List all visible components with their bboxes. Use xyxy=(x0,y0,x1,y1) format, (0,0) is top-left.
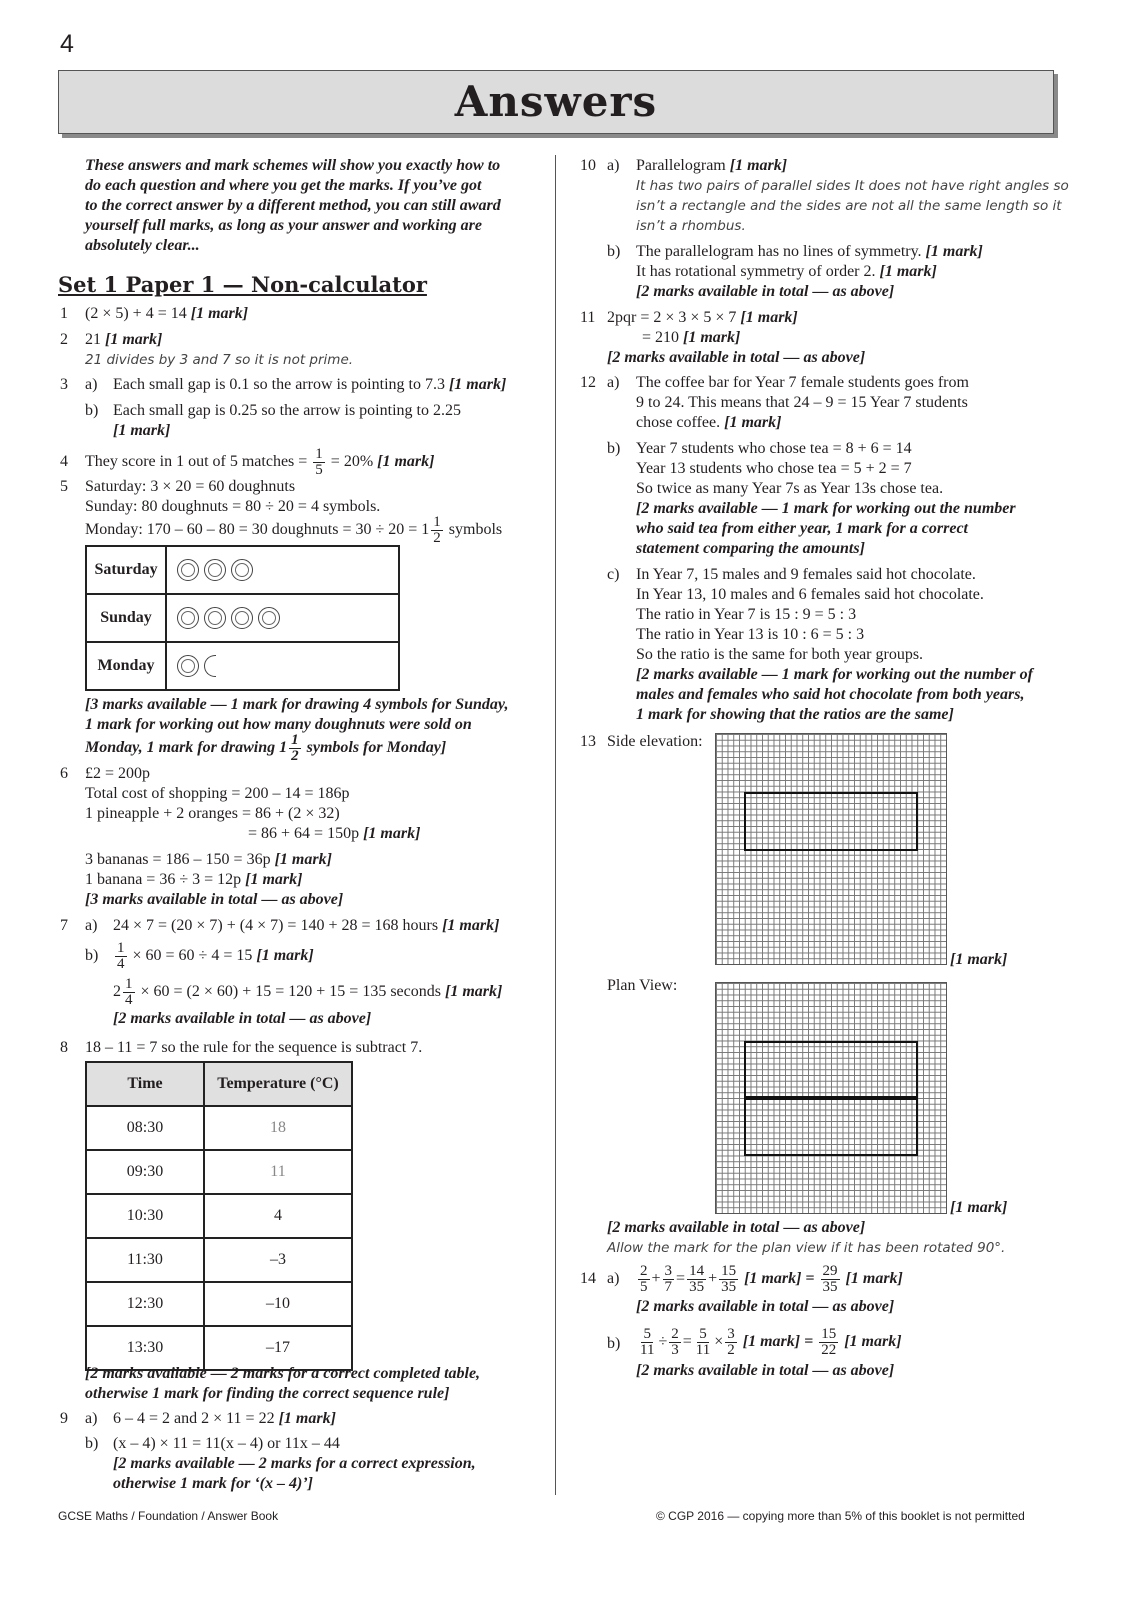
fraction: $\frac{5}{11}$ xyxy=(695,1325,711,1358)
plan-view-label: Plan View: xyxy=(607,977,678,994)
mark-label: [1 mark] xyxy=(256,947,314,964)
answer-text: chose coffee. xyxy=(636,414,721,431)
answer-text: The coffee bar for Year 7 female students goes from xyxy=(636,374,969,391)
time-cell: 10:30 xyxy=(86,1194,204,1238)
answer-text: Each small gap is 0.25 so the arrow is pointing to 2.25 xyxy=(113,402,461,419)
intro-line: absolutely clear... xyxy=(85,237,200,254)
table-row xyxy=(86,642,399,690)
question-number: 11 xyxy=(580,309,596,326)
part-label: b) xyxy=(607,1335,621,1352)
column-header: Time xyxy=(86,1062,204,1106)
symbol-cell xyxy=(166,594,399,642)
answer-q1 xyxy=(85,304,248,324)
answer-text: So the ratio is the same for both year groups. xyxy=(636,646,924,663)
time-cell: 12:30 xyxy=(86,1282,204,1326)
answer-text: Parallelogram xyxy=(636,157,726,174)
answer-text: (2 × 5) + 4 = 14 xyxy=(85,305,187,322)
doughnut-icon xyxy=(177,559,199,581)
mark-scheme: [2 marks available — 2 marks for a correct expression, xyxy=(113,1455,476,1472)
doughnut-icon xyxy=(231,607,253,629)
table-row xyxy=(86,1106,352,1150)
mark-scheme: [3 marks available in total — as above] xyxy=(85,891,344,908)
mark-label: [1 mark] xyxy=(844,1333,902,1350)
fraction: $\frac{3}{2}$ xyxy=(727,1325,735,1358)
question-number: 13 xyxy=(580,733,596,750)
answer-text: 3 bananas = 186 – 150 = 36p xyxy=(85,851,271,868)
side-elevation-label: Side elevation: xyxy=(607,733,703,750)
temp-cell: –10 xyxy=(204,1282,352,1326)
part-label: a) xyxy=(85,1410,98,1427)
answer-q2 xyxy=(85,330,162,350)
page-title: Answers xyxy=(454,77,658,126)
mark-scheme: [2 marks available in total — as above] xyxy=(607,1219,866,1236)
question-number: 6 xyxy=(60,765,68,782)
answer-line: $\frac{1}{4}$ × 60 = 60 ÷ 4 = 15 [1 mark] xyxy=(117,939,314,972)
answer-text: 9 to 24. This means that 24 – 9 = 15 Year 7 students xyxy=(636,394,968,411)
mark-scheme: Monday, 1 mark for drawing 1 $\frac{1}{2}$ symbols for Monday] xyxy=(85,731,447,764)
answer-text: = 86 + 64 = 150p xyxy=(248,825,360,842)
answer-note: 21 divides by 3 and 7 so it is not prime. xyxy=(85,352,354,368)
time-cell: 11:30 xyxy=(86,1238,204,1282)
plan-view-grid xyxy=(715,982,947,1214)
table-row xyxy=(86,1194,352,1238)
mark-label: [1 mark] xyxy=(444,983,503,1000)
answer-note: Allow the mark for the plan view if it has been rotated 90°. xyxy=(607,1240,1006,1256)
fraction: $\frac{1}{5}$ xyxy=(315,445,323,478)
mark-label: [1 mark] xyxy=(740,309,798,326)
answer-text: So twice as many Year 7s as Year 13s chose tea. xyxy=(636,480,944,497)
doughnut-icon xyxy=(204,559,226,581)
part-label: a) xyxy=(607,374,620,391)
answer-line xyxy=(642,328,740,348)
answer-line xyxy=(113,916,499,936)
temp-cell: 18 xyxy=(204,1106,352,1150)
part-label: b) xyxy=(85,1435,99,1452)
part-label: b) xyxy=(607,243,621,260)
answer-line xyxy=(113,1409,336,1429)
doughnut-icon xyxy=(258,607,280,629)
day-label: Sunday xyxy=(86,594,166,642)
mark-label: [1 mark] xyxy=(274,851,332,868)
column-divider xyxy=(555,155,556,1495)
doughnut-icon xyxy=(177,655,199,677)
symbol-cell xyxy=(166,546,399,594)
fraction: $\frac{2}{3}$ xyxy=(671,1325,679,1358)
mark-scheme: [2 marks available in total — as above] xyxy=(113,1010,372,1027)
mark-scheme: otherwise 1 mark for ‘(x – 4)’] xyxy=(113,1475,313,1492)
fraction: $\frac{5}{11}$ xyxy=(640,1325,655,1358)
fraction: $\frac{1}{4}$ xyxy=(125,975,133,1008)
intro-line: to the correct answer by a different method, you can still award xyxy=(85,197,501,214)
mark-scheme: males and females who said hot chocolate from both years, xyxy=(636,686,1025,703)
answer-line: 2 $\frac{1}{4}$ × 60 = (2 × 60) + 15 = 120 + 15 = 135 seconds [1 mark] xyxy=(113,975,503,1008)
fraction: $\frac{29}{35}$ xyxy=(822,1262,838,1295)
part-label: a) xyxy=(607,157,620,174)
question-number: 12 xyxy=(580,374,596,391)
mark-scheme: [2 marks available in total — as above] xyxy=(636,1362,895,1379)
day-label: Monday xyxy=(86,642,166,690)
answer-text: In Year 13, 10 males and 6 females said hot chocolate. xyxy=(636,586,984,603)
doughnut-icon xyxy=(177,607,199,629)
time-cell: 13:30 xyxy=(86,1326,204,1370)
part-label: a) xyxy=(85,917,98,934)
answer-text: 24 × 7 = (20 × 7) + (4 × 7) = 140 + 28 = 168 hours xyxy=(113,917,439,934)
answer-text: £2 = 200p xyxy=(85,765,151,782)
side-elevation-rectangle xyxy=(744,792,918,851)
fraction: $\frac{15}{35}$ xyxy=(721,1262,737,1295)
answer-text: 1 pineapple + 2 oranges = 86 + (2 × 32) xyxy=(85,805,340,822)
temp-cell: 4 xyxy=(204,1194,352,1238)
mark-scheme: [2 marks available in total — as above] xyxy=(636,283,895,300)
mark-label: [1 mark] = xyxy=(742,1333,814,1350)
table-row xyxy=(86,594,399,642)
answer-line xyxy=(636,156,787,176)
answer-line xyxy=(85,870,302,890)
intro-line: These answers and mark schemes will show you exactly how to xyxy=(85,157,501,174)
answer-text: 18 – 11 = 7 so the rule for the sequence is subtract 7. xyxy=(85,1039,423,1056)
footer-left: GCSE Maths / Foundation / Answer Book xyxy=(58,1509,279,1523)
mark-label: [1 mark] xyxy=(845,1270,903,1287)
answer-text: (x – 4) × 11 = 11(x – 4) or 11x – 44 xyxy=(113,1435,340,1452)
temp-cell: –3 xyxy=(204,1238,352,1282)
column-header: Temperature (°C) xyxy=(204,1062,352,1106)
mark-label: [1 mark] xyxy=(879,263,937,280)
question-number: 3 xyxy=(60,376,68,393)
answer-text: Year 7 students who chose tea = 8 + 6 = 14 xyxy=(636,440,912,457)
answer-text: Year 13 students who chose tea = 5 + 2 = 7 xyxy=(636,460,912,477)
answer-line: $\frac{2}{5}$ + $\frac{3}{7}$ = $\frac{14}{35}$ + $\frac{15}{35}$ [1 mark] = $\frac{29}{35}$ [1 mark] xyxy=(640,1262,903,1295)
table-row xyxy=(86,1282,352,1326)
answer-line xyxy=(636,413,781,433)
answer-line: $\frac{5}{11}$ ÷ $\frac{2}{3}$ = $\frac{5}{11}$ × $\frac{3}{2}$ [1 mark] = $\frac{15}{22}$ [1 mark] xyxy=(640,1325,902,1358)
title-banner xyxy=(58,70,1054,134)
answer-note: It has two pairs of parallel sides It does not have right angles so xyxy=(636,178,1069,194)
fraction: $\frac{1}{2}$ xyxy=(291,731,299,764)
part-label: b) xyxy=(85,402,99,419)
mark-label: [1 mark] xyxy=(683,329,741,346)
question-number: 14 xyxy=(580,1270,596,1287)
table-row xyxy=(86,546,399,594)
mark-label: [1 mark] xyxy=(363,825,421,842)
table-row xyxy=(86,1238,352,1282)
mark-label: [1 mark] xyxy=(925,243,983,260)
answer-note: isn’t a rhombus. xyxy=(636,218,746,234)
mark-label: [1 mark] xyxy=(377,453,435,470)
fraction: $\frac{1}{2}$ xyxy=(433,513,441,546)
question-number: 8 xyxy=(60,1039,68,1056)
question-number: 5 xyxy=(60,478,68,495)
answer-line xyxy=(636,242,983,262)
fraction: $\frac{14}{35}$ xyxy=(689,1262,705,1295)
symbol-cell xyxy=(166,642,399,690)
page-number: 4 xyxy=(60,30,74,58)
answer-text: Each small gap is 0.1 so the arrow is pointing to 7.3 xyxy=(113,376,445,393)
answer-text: They score in 1 out of 5 matches = xyxy=(85,453,308,470)
time-cell: 09:30 xyxy=(86,1150,204,1194)
fraction: $\frac{3}{7}$ xyxy=(664,1262,673,1295)
mark-label: [1 mark] xyxy=(190,305,249,322)
mark-scheme: 1 mark for showing that the ratios are the same] xyxy=(636,706,954,723)
mark-scheme: [2 marks available in total — as above] xyxy=(636,1298,895,1315)
answer-line xyxy=(636,262,937,282)
mark-label: [1 mark] xyxy=(442,917,500,934)
answer-line xyxy=(607,308,798,328)
doughnut-icon xyxy=(204,607,226,629)
question-number: 9 xyxy=(60,1410,68,1427)
answer-text: It has rotational symmetry of order 2. xyxy=(636,263,876,280)
question-number: 4 xyxy=(60,453,68,470)
part-label: b) xyxy=(85,947,99,964)
table-row xyxy=(86,1150,352,1194)
question-number: 2 xyxy=(60,331,68,348)
intro-line: do each question and where you get the marks. If you’ve got xyxy=(85,177,482,194)
answer-text: = 210 xyxy=(642,329,680,346)
side-elevation-grid xyxy=(715,733,947,965)
part-label: a) xyxy=(607,1270,620,1287)
fraction: $\frac{15}{22}$ xyxy=(821,1325,837,1358)
mark-label: [1 mark] xyxy=(105,331,163,348)
day-label: Saturday xyxy=(86,546,166,594)
footer-right: © CGP 2016 — copying more than 5% of this booklet is not permitted xyxy=(656,1509,1025,1523)
mark-scheme: otherwise 1 mark for finding the correct sequence rule] xyxy=(85,1385,450,1402)
mark-label: [1 mark] xyxy=(448,376,507,393)
answer-text: Total cost of shopping = 200 – 14 = 186p xyxy=(85,785,350,802)
fraction: $\frac{1}{4}$ xyxy=(117,939,125,972)
answer-text: Monday: 170 – 60 – 80 = 30 doughnuts = 30 ÷ 20 = 1 $\frac{1}{2}$ symbols xyxy=(85,513,503,546)
answer-text: Saturday: 3 × 20 = 60 doughnuts xyxy=(85,478,296,495)
table-header-row xyxy=(86,1062,352,1106)
temp-cell: –17 xyxy=(204,1326,352,1370)
time-cell: 08:30 xyxy=(86,1106,204,1150)
answer-text: The parallelogram has no lines of symmetry. xyxy=(636,243,922,260)
temperature-table xyxy=(85,1061,353,1371)
section-heading: Set 1 Paper 1 — Non-calculator xyxy=(58,272,427,297)
mark-label: [1 mark] xyxy=(950,1199,1008,1216)
intro-line: yourself full marks, as long as your answer and working are xyxy=(85,217,482,234)
mark-label: [1 mark] xyxy=(724,414,782,431)
answer-text: The ratio in Year 7 is 15 : 9 = 5 : 3 xyxy=(636,606,857,623)
part-label: b) xyxy=(607,440,621,457)
answer-text: The ratio in Year 13 is 10 : 6 = 5 : 3 xyxy=(636,626,865,643)
plan-view-rectangle xyxy=(744,1096,918,1156)
answer-text: 21 xyxy=(85,331,101,348)
answer-text: = 20% xyxy=(330,453,374,470)
question-number: 10 xyxy=(580,157,596,174)
answer-line xyxy=(248,824,420,844)
mark-scheme: [3 marks available — 1 mark for drawing 4 symbols for Sunday, xyxy=(85,696,509,713)
pictogram-table xyxy=(85,545,400,691)
mark-label: [1 mark] xyxy=(245,871,303,888)
answer-text: Sunday: 80 doughnuts = 80 ÷ 20 = 4 symbols. xyxy=(85,498,381,515)
mark-scheme: statement comparing the amounts] xyxy=(636,540,865,557)
mark-label: [1 mark] xyxy=(278,1410,336,1427)
mark-label: [1 mark] xyxy=(113,422,171,439)
answer-text: 2pqr = 2 × 3 × 5 × 7 xyxy=(607,309,737,326)
mark-scheme: 1 mark for working out how many doughnuts were sold on xyxy=(85,716,472,733)
answer-note: isn’t a rectangle and the sides are not all the same length so it xyxy=(636,198,1062,214)
mark-label: [1 mark] xyxy=(950,951,1008,968)
answer-text: 6 – 4 = 2 and 2 × 11 = 22 xyxy=(113,1410,275,1427)
fraction: $\frac{2}{5}$ xyxy=(640,1262,648,1295)
mark-scheme: [2 marks available — 1 mark for working out the number of xyxy=(636,666,1033,683)
question-number: 1 xyxy=(60,305,68,322)
plan-view-rectangle xyxy=(744,1041,918,1100)
half-doughnut-icon xyxy=(204,655,216,677)
answer-q4 xyxy=(85,444,434,480)
answer-text: 1 banana = 36 ÷ 3 = 12p xyxy=(85,871,242,888)
mark-label: [1 mark] = xyxy=(744,1270,815,1287)
part-label: c) xyxy=(607,566,620,583)
mark-scheme: [2 marks available — 2 marks for a correct completed table, xyxy=(85,1365,481,1382)
mark-scheme: who said tea from either year, 1 mark for a correct xyxy=(636,520,968,537)
mark-scheme: [2 marks available in total — as above] xyxy=(607,349,866,366)
answer-q3a xyxy=(113,375,506,395)
doughnut-icon xyxy=(231,559,253,581)
part-label: a) xyxy=(85,376,98,393)
answer-line xyxy=(85,850,332,870)
mark-label: [1 mark] xyxy=(729,157,788,174)
temp-cell: 11 xyxy=(204,1150,352,1194)
question-number: 7 xyxy=(60,917,68,934)
mark-scheme: [2 marks available — 1 mark for working out the number xyxy=(636,500,1016,517)
answer-text: In Year 7, 15 males and 9 females said hot chocolate. xyxy=(636,566,976,583)
